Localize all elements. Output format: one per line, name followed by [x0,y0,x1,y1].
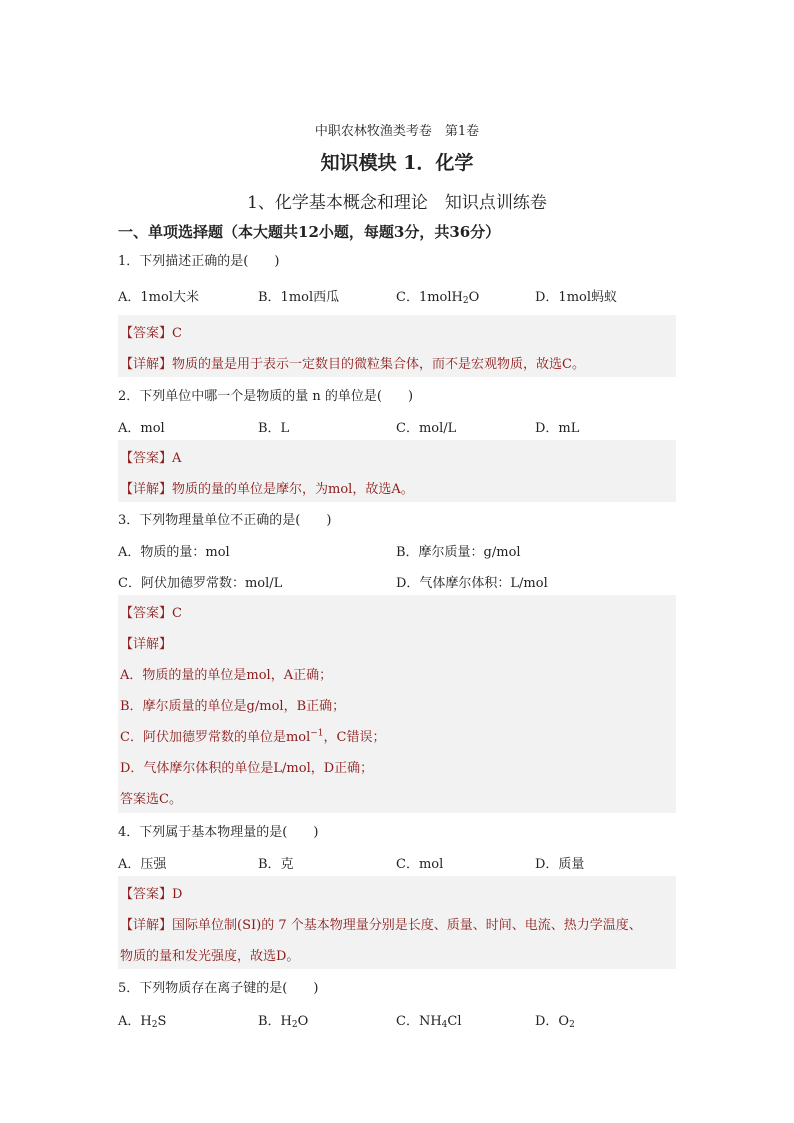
question-2-stem: 2．下列单位中哪一个是物质的量 n 的单位是( ) [118,389,414,404]
question-5-stem: 5．下列物质存在离子键的是( ) [118,981,319,996]
option-a: A．1mol大米 [118,290,199,305]
answer-box-4 [118,876,676,969]
detail-line: D．气体摩尔体积的单位是L/mol，D正确； [120,761,374,776]
page-title: 知识模块 1．化学 [320,152,474,174]
option-b: B．克 [258,857,294,872]
option-d: D．气体摩尔体积：L/mol [396,576,548,591]
question-4-options [118,853,678,873]
detail-line: B．摩尔质量的单位是g/mol，B正确； [120,699,346,714]
option-b: B．摩尔质量：g/mol [396,545,521,560]
answer-line: 【答案】C [120,326,182,341]
option-d: D．mL [535,421,580,436]
answer-line: 【答案】D [120,887,183,902]
answer-box-3 [118,595,676,813]
question-5-options [118,1010,678,1030]
option-b: B．1mol西瓜 [258,290,340,305]
detail-line: 【详解】物质的量是用于表示一定数目的微粒集合体，而不是宏观物质，故选C。 [120,357,585,372]
question-3-stem: 3．下列物理量单位不正确的是( ) [118,513,332,528]
option-c: C．mol/L [396,421,457,436]
option-a: A．mol [118,421,165,436]
detail-line: 【详解】国际单位制(SI)的 7 个基本物理量分别是长度、质量、时间、电流、热力学温度、 [120,918,642,933]
option-d: D．1mol蚂蚁 [535,290,618,305]
option-c: C．阿伏加德罗常数：mol/L [118,576,283,591]
option-d: D．质量 [535,857,585,872]
option-d: D．$O_2$ [535,1014,575,1030]
detail-line: 物质的量和发光强度，故选D。 [120,949,300,964]
option-b: B．L [258,421,290,436]
answer-line: 【答案】C [120,606,182,621]
section-heading: 一、单项选择题（本大题共12小题，每题3分，共36分） [118,223,501,241]
detail-line: C．阿伏加德罗常数的单位是mol$^{-1}$，C错误； [120,728,386,745]
option-a: A．物质的量：mol [118,545,230,560]
detail-line: A．物质的量的单位是mol，A正确； [120,668,333,683]
question-3-options-row1 [118,541,678,561]
option-b: B．$H_2O$ [258,1014,309,1030]
answer-box-1 [118,315,676,377]
question-3-options-row2 [118,572,678,592]
detail-line: 【详解】物质的量的单位是摩尔，为mol，故选A。 [120,482,414,497]
page-subtitle: 1、化学基本概念和理论 知识点训练卷 [247,193,547,213]
option-c: C．$NH_4Cl$ [396,1014,462,1030]
answer-line: 【答案】A [120,451,182,466]
exam-header: 中职农林牧渔类考卷 第1卷 [314,124,480,139]
question-2-options [118,417,678,437]
option-c: C．mol [396,857,444,872]
option-c: C．1molH$_2$O [396,290,480,306]
detail-line: 【详解】 [120,637,173,652]
answer-box-2 [118,440,676,502]
option-a: A．$H_2S$ [118,1014,167,1030]
question-1-options [118,286,678,306]
detail-line: 答案选C。 [120,792,182,807]
question-1-stem: 1．下列描述正确的是( ) [118,254,280,269]
question-4-stem: 4．下列属于基本物理量的是( ) [118,825,319,840]
option-a: A．压强 [118,857,167,872]
